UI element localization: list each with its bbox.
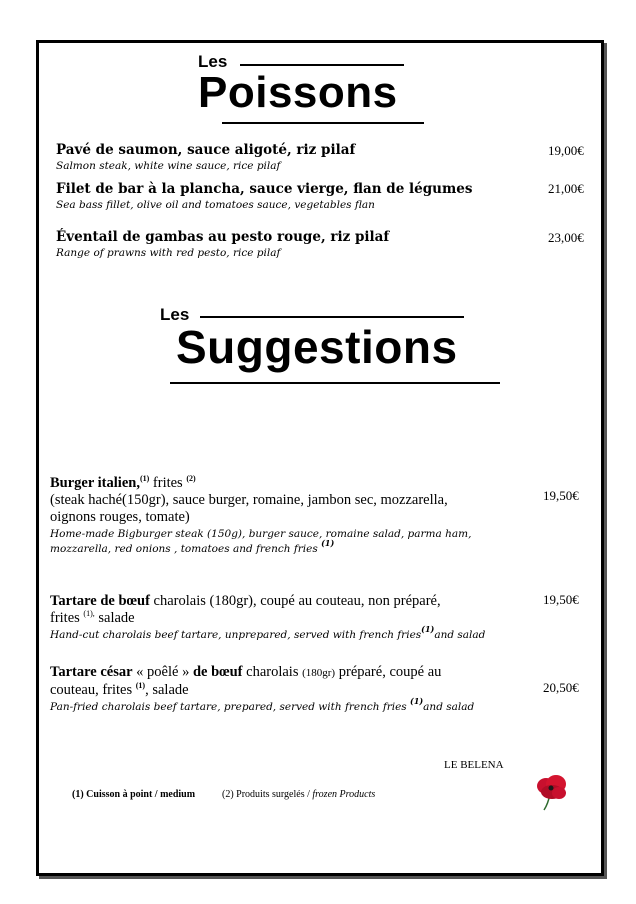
poppy-flower-icon bbox=[532, 772, 572, 812]
dish-price: 21,00€ bbox=[548, 181, 584, 196]
cesar-translation: Pan-fried charolais beef tartare, prepared, served with french fries $^{(1)}$and salad bbox=[50, 696, 475, 713]
dish-price: 23,00€ bbox=[548, 230, 584, 245]
tartare-price: 19,50€ bbox=[543, 592, 579, 607]
note-ref: (1) bbox=[139, 474, 150, 483]
dish-translation: Salmon steak, white wine sauce, rice pilaf bbox=[56, 160, 281, 172]
dish-price: 19,00€ bbox=[548, 143, 584, 158]
tartare-item: Tartare de bœuf charolais (180gr), coupé au couteau, non préparé, frites $^{(1),}$ salade Hand-cut charolais beef tartare, unprepared, served with french fries$^{(1)}$and salad bbox=[50, 593, 530, 643]
burger-frites: frites bbox=[149, 475, 187, 491]
suggestions-les-label: Les bbox=[160, 305, 190, 324]
burger-name: Burger italien, bbox=[50, 475, 140, 491]
note-ref: (2) bbox=[186, 474, 196, 483]
dish-name: Filet de bar à la plancha, sauce vierge, flan de légumes bbox=[56, 181, 473, 197]
dish-translation: Sea bass fillet, olive oil and tomatoes sauce, vegetables flan bbox=[56, 199, 375, 211]
tartare-name: Tartare de bœuf bbox=[50, 593, 150, 609]
note-ref: (1), bbox=[83, 609, 95, 618]
poissons-les-label: Les bbox=[198, 52, 228, 71]
burger-price: 19,50€ bbox=[543, 488, 579, 503]
tartare-translation: Hand-cut charolais beef tartare, unprepared, served with french fries$^{(1)}$and salad bbox=[50, 624, 486, 641]
cesar-price: 20,50€ bbox=[543, 680, 579, 695]
note-ref: (1) bbox=[135, 681, 146, 690]
suggestions-title: Suggestions bbox=[176, 321, 458, 373]
dish-translation: Range of prawns with red pesto, rice pilaf bbox=[56, 247, 281, 259]
footnote-2: (2) Produits surgelés / frozen Products bbox=[222, 789, 376, 800]
restaurant-name: LE BELENA bbox=[444, 759, 504, 771]
dish-name: Éventail de gambas au pesto rouge, riz pilaf bbox=[56, 229, 390, 245]
poissons-bottom-rule bbox=[222, 122, 424, 124]
dish-name: Pavé de saumon, sauce aligoté, riz pilaf bbox=[56, 142, 356, 158]
note-ref: (1) bbox=[321, 538, 335, 548]
burger-item bbox=[50, 475, 520, 557]
cesar-name: Tartare césar bbox=[50, 664, 133, 680]
suggestions-top-rule bbox=[200, 316, 464, 318]
burger-desc-line: (steak haché(150gr), sauce burger, romaine, jambon sec, mozzarella, bbox=[50, 492, 448, 508]
suggestions-bottom-rule bbox=[170, 382, 500, 384]
note-ref: (1) bbox=[421, 624, 435, 634]
burger-desc-line: oignons rouges, tomate) bbox=[50, 509, 190, 525]
burger-translation-line: Home-made Bigburger steak (150g), burger sauce, romaine salad, parma ham, bbox=[50, 528, 472, 540]
burger-translation-line: mozzarella, red onions , tomatoes and french fries $^{(1)}$ bbox=[50, 538, 335, 555]
footnote-1: (1) Cuisson à point / medium bbox=[72, 789, 196, 800]
poissons-top-rule bbox=[240, 64, 404, 66]
poissons-title: Poissons bbox=[198, 68, 398, 117]
cesar-item: Tartare césar « poêlé » de bœuf charolais (180gr) préparé, coupé au couteau, frites $^{(1)}$, salade Pan-fried charolais beef tartare, prepared, served with french fries $^{(1)}$and salad bbox=[50, 664, 530, 715]
note-ref: (1) bbox=[410, 696, 424, 706]
